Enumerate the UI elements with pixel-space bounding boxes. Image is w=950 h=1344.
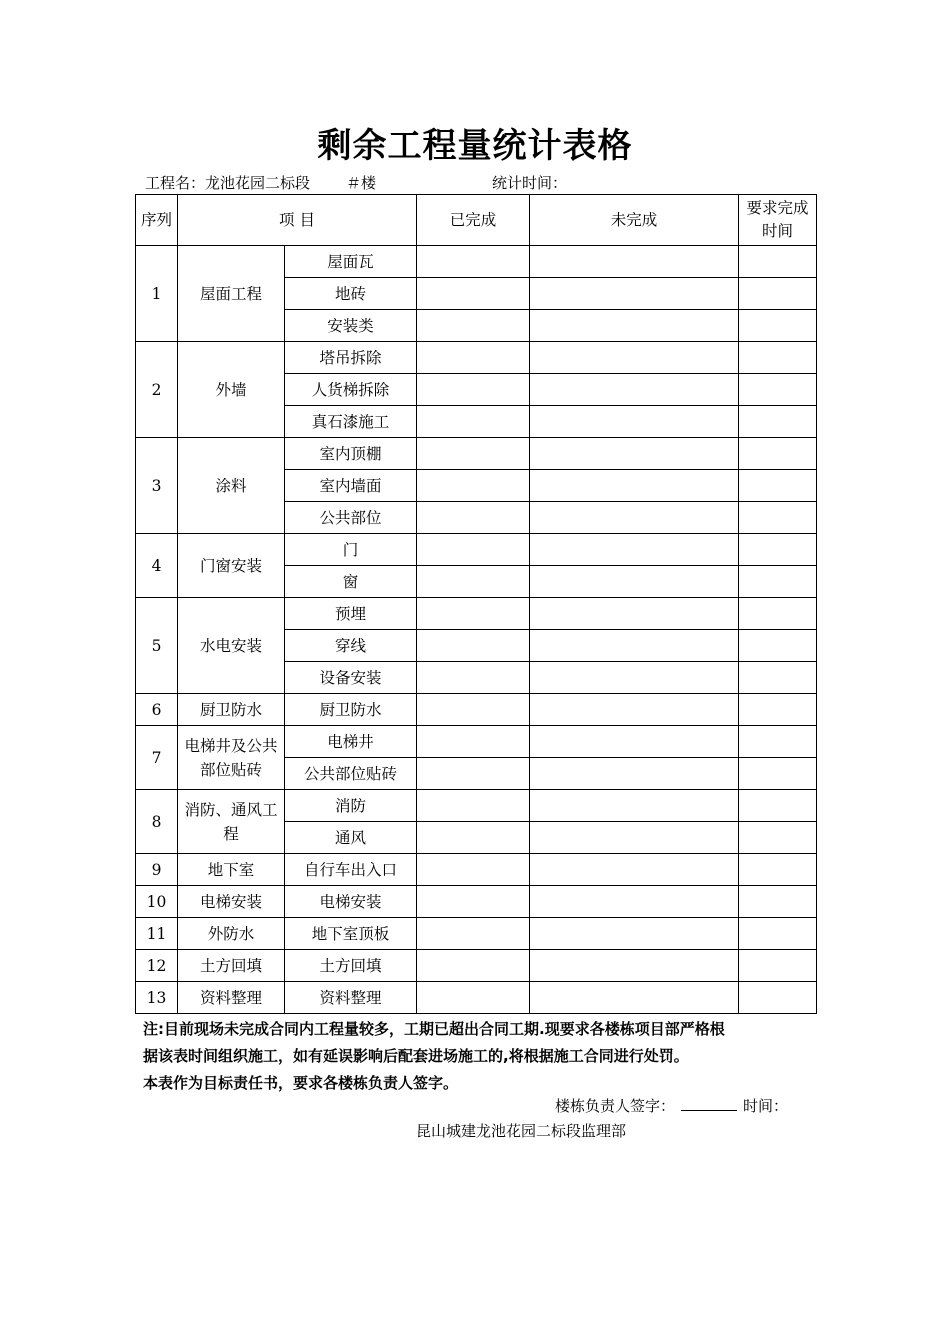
notice <box>143 1016 813 1097</box>
category-name: 资料整理 <box>178 982 285 1014</box>
sub-item: 土方回填 <box>285 950 417 982</box>
done-cell[interactable] <box>417 630 530 662</box>
sign-time-label: 时间： <box>743 1097 789 1115</box>
row-number: 4 <box>136 534 178 598</box>
building-number: ＃楼 <box>346 174 377 192</box>
sub-item: 自行车出入口 <box>285 854 417 886</box>
table-row <box>136 342 817 374</box>
done-cell[interactable] <box>417 438 530 470</box>
header-undone: 未完成 <box>530 195 739 246</box>
sub-item: 窗 <box>285 566 417 598</box>
deadline-cell[interactable] <box>739 566 817 598</box>
category-name: 外防水 <box>178 918 285 950</box>
header-item: 项 目 <box>178 195 417 246</box>
sub-item: 室内墙面 <box>285 470 417 502</box>
signer-label: 楼栋负责人签字： <box>555 1097 676 1115</box>
deadline-cell[interactable] <box>739 662 817 694</box>
notice-line-1: 注:目前现场未完成合同内工程量较多，工期已超出合同工期.现要求各楼栋项目部严格根 <box>143 1020 725 1038</box>
sub-item: 通风 <box>285 822 417 854</box>
undone-cell[interactable] <box>530 630 739 662</box>
undone-cell[interactable] <box>530 534 739 566</box>
undone-cell[interactable] <box>530 854 739 886</box>
row-number: 13 <box>136 982 178 1014</box>
table-row <box>136 438 817 470</box>
done-cell[interactable] <box>417 854 530 886</box>
undone-cell[interactable] <box>530 694 739 726</box>
undone-cell[interactable] <box>530 950 739 982</box>
deadline-cell[interactable] <box>739 246 817 278</box>
done-cell[interactable] <box>417 662 530 694</box>
issuer: 昆山城建龙池花园二标段监理部 <box>416 1122 627 1140</box>
row-number: 2 <box>136 342 178 438</box>
row-number: 10 <box>136 886 178 918</box>
done-cell[interactable] <box>417 406 530 438</box>
undone-cell[interactable] <box>530 374 739 406</box>
done-cell[interactable] <box>417 502 530 534</box>
deadline-cell[interactable] <box>739 534 817 566</box>
row-number: 9 <box>136 854 178 886</box>
deadline-cell[interactable] <box>739 438 817 470</box>
done-cell[interactable] <box>417 694 530 726</box>
deadline-cell[interactable] <box>739 694 817 726</box>
project-name: 工程名：龙池花园二标段 <box>145 174 311 192</box>
undone-cell[interactable] <box>530 278 739 310</box>
category-name: 土方回填 <box>178 950 285 982</box>
done-cell[interactable] <box>417 342 530 374</box>
row-number: 12 <box>136 950 178 982</box>
deadline-cell[interactable] <box>739 982 817 1014</box>
sub-item: 塔吊拆除 <box>285 342 417 374</box>
deadline-cell[interactable] <box>739 278 817 310</box>
sub-item: 公共部位贴砖 <box>285 758 417 790</box>
deadline-cell[interactable] <box>739 758 817 790</box>
row-number: 11 <box>136 918 178 950</box>
signature-line <box>555 1095 788 1116</box>
category-name: 外墙 <box>178 342 285 438</box>
sub-item: 电梯井 <box>285 726 417 758</box>
table-row <box>136 534 817 566</box>
done-cell[interactable] <box>417 534 530 566</box>
deadline-cell[interactable] <box>739 726 817 758</box>
deadline-cell[interactable] <box>739 854 817 886</box>
sub-item: 地砖 <box>285 278 417 310</box>
row-number: 5 <box>136 598 178 694</box>
sub-item: 门 <box>285 534 417 566</box>
deadline-cell[interactable] <box>739 886 817 918</box>
deadline-cell[interactable] <box>739 502 817 534</box>
undone-cell[interactable] <box>530 438 739 470</box>
sub-item: 穿线 <box>285 630 417 662</box>
category-name: 地下室 <box>178 854 285 886</box>
deadline-cell[interactable] <box>739 470 817 502</box>
deadline-cell[interactable] <box>739 374 817 406</box>
done-cell[interactable] <box>417 246 530 278</box>
sub-item: 厨卫防水 <box>285 694 417 726</box>
done-cell[interactable] <box>417 758 530 790</box>
deadline-cell[interactable] <box>739 630 817 662</box>
undone-cell[interactable] <box>530 502 739 534</box>
undone-cell[interactable] <box>530 406 739 438</box>
notice-line-3: 本表作为目标责任书，要求各楼栋负责人签字。 <box>143 1074 459 1092</box>
undone-cell[interactable] <box>530 790 739 822</box>
page-title: 剩余工程量统计表格 <box>317 126 633 166</box>
done-cell[interactable] <box>417 310 530 342</box>
header-seq: 序列 <box>136 195 178 246</box>
deadline-cell[interactable] <box>739 950 817 982</box>
done-cell[interactable] <box>417 950 530 982</box>
sub-item: 地下室顶板 <box>285 918 417 950</box>
undone-cell[interactable] <box>530 342 739 374</box>
done-cell[interactable] <box>417 598 530 630</box>
category-name: 电梯井及公共部位贴砖 <box>178 726 285 790</box>
row-number: 8 <box>136 790 178 854</box>
category-name: 电梯安装 <box>178 886 285 918</box>
undone-cell[interactable] <box>530 886 739 918</box>
table-row <box>136 790 817 822</box>
deadline-cell[interactable] <box>739 342 817 374</box>
done-cell[interactable] <box>417 918 530 950</box>
table-row <box>136 918 817 950</box>
category-name: 门窗安装 <box>178 534 285 598</box>
sub-item: 室内顶棚 <box>285 438 417 470</box>
statistics-time-label: 统计时间： <box>492 174 568 192</box>
category-name: 厨卫防水 <box>178 694 285 726</box>
sub-item: 公共部位 <box>285 502 417 534</box>
table-row <box>136 982 817 1014</box>
deadline-cell[interactable] <box>739 822 817 854</box>
undone-cell[interactable] <box>530 726 739 758</box>
undone-cell[interactable] <box>530 246 739 278</box>
remaining-work-table <box>135 194 817 1014</box>
sub-item: 真石漆施工 <box>285 406 417 438</box>
row-number: 6 <box>136 694 178 726</box>
row-number: 3 <box>136 438 178 534</box>
table-row <box>136 854 817 886</box>
row-number: 7 <box>136 726 178 790</box>
done-cell[interactable] <box>417 374 530 406</box>
done-cell[interactable] <box>417 886 530 918</box>
table-row <box>136 886 817 918</box>
sub-item: 设备安装 <box>285 662 417 694</box>
undone-cell[interactable] <box>530 758 739 790</box>
table-row <box>136 246 817 278</box>
sub-item: 预埋 <box>285 598 417 630</box>
done-cell[interactable] <box>417 982 530 1014</box>
sub-item: 人货梯拆除 <box>285 374 417 406</box>
header-done: 已完成 <box>417 195 530 246</box>
undone-cell[interactable] <box>530 662 739 694</box>
header-deadline: 要求完成时间 <box>739 195 817 246</box>
undone-cell[interactable] <box>530 470 739 502</box>
table-row <box>136 726 817 758</box>
done-cell[interactable] <box>417 470 530 502</box>
signature-blank <box>681 1096 737 1111</box>
deadline-cell[interactable] <box>739 918 817 950</box>
undone-cell[interactable] <box>530 822 739 854</box>
done-cell[interactable] <box>417 726 530 758</box>
deadline-cell[interactable] <box>739 790 817 822</box>
category-name: 消防、通风工程 <box>178 790 285 854</box>
undone-cell[interactable] <box>530 310 739 342</box>
undone-cell[interactable] <box>530 918 739 950</box>
done-cell[interactable] <box>417 822 530 854</box>
sub-item: 安装类 <box>285 310 417 342</box>
sub-item: 资料整理 <box>285 982 417 1014</box>
table-row <box>136 694 817 726</box>
undone-cell[interactable] <box>530 566 739 598</box>
category-name: 屋面工程 <box>178 246 285 342</box>
category-name: 水电安装 <box>178 598 285 694</box>
table-header-row <box>136 195 817 246</box>
sub-item: 屋面瓦 <box>285 246 417 278</box>
category-name: 涂料 <box>178 438 285 534</box>
deadline-cell[interactable] <box>739 310 817 342</box>
undone-cell[interactable] <box>530 982 739 1014</box>
done-cell[interactable] <box>417 566 530 598</box>
done-cell[interactable] <box>417 790 530 822</box>
done-cell[interactable] <box>417 278 530 310</box>
sub-item: 电梯安装 <box>285 886 417 918</box>
row-number: 1 <box>136 246 178 342</box>
table-row <box>136 950 817 982</box>
notice-line-2: 据该表时间组织施工，如有延误影响后配套进场施工的,将根据施工合同进行处罚。 <box>143 1047 689 1065</box>
deadline-cell[interactable] <box>739 406 817 438</box>
deadline-cell[interactable] <box>739 598 817 630</box>
undone-cell[interactable] <box>530 598 739 630</box>
table-row <box>136 598 817 630</box>
sub-item: 消防 <box>285 790 417 822</box>
